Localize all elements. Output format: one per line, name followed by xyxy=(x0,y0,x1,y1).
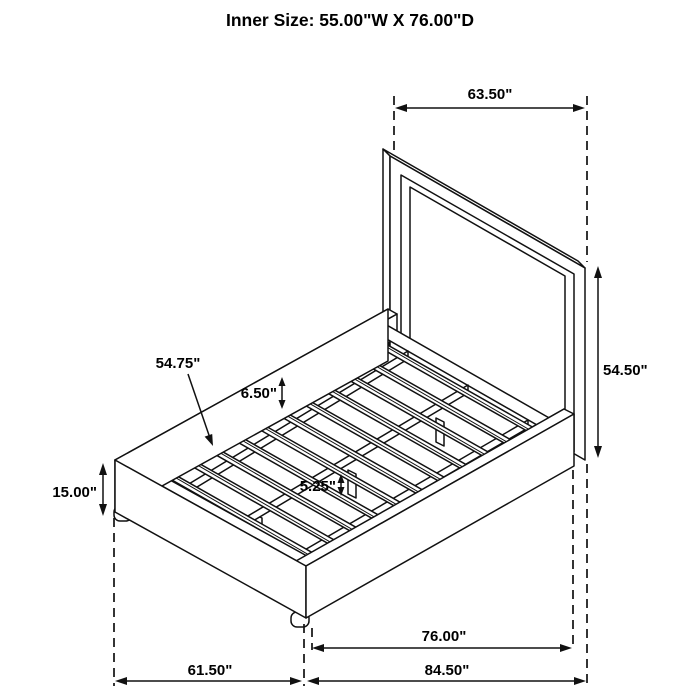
label-inner-depth: 76.00" xyxy=(421,628,467,645)
label-headboard-height: 54.50" xyxy=(603,362,648,379)
label-overall-depth: 84.50" xyxy=(424,662,470,679)
label-side-rail-height: 15.00" xyxy=(52,484,97,501)
arrowhead xyxy=(290,677,302,685)
arrowhead xyxy=(99,463,107,475)
label-slat-spacing: 5.25" xyxy=(299,478,336,495)
arrowhead xyxy=(99,504,107,516)
arrowhead xyxy=(560,644,572,652)
arrowhead xyxy=(395,104,407,112)
arrowhead xyxy=(574,677,586,685)
label-slat-length: 54.75" xyxy=(155,355,201,372)
diagram-title: Inner Size: 55.00"W X 76.00"D xyxy=(225,10,475,30)
label-headboard-width: 63.50" xyxy=(467,86,513,103)
left-rail-outer-face xyxy=(115,309,388,512)
arrowhead xyxy=(115,677,127,685)
label-overall-width: 61.50" xyxy=(187,662,233,679)
arrowhead xyxy=(312,644,324,652)
arrowhead xyxy=(573,104,585,112)
arrowhead xyxy=(307,677,319,685)
arrowhead xyxy=(594,446,602,458)
label-rail-to-slat-height: 6.50" xyxy=(240,385,277,402)
arrowhead xyxy=(594,266,602,278)
